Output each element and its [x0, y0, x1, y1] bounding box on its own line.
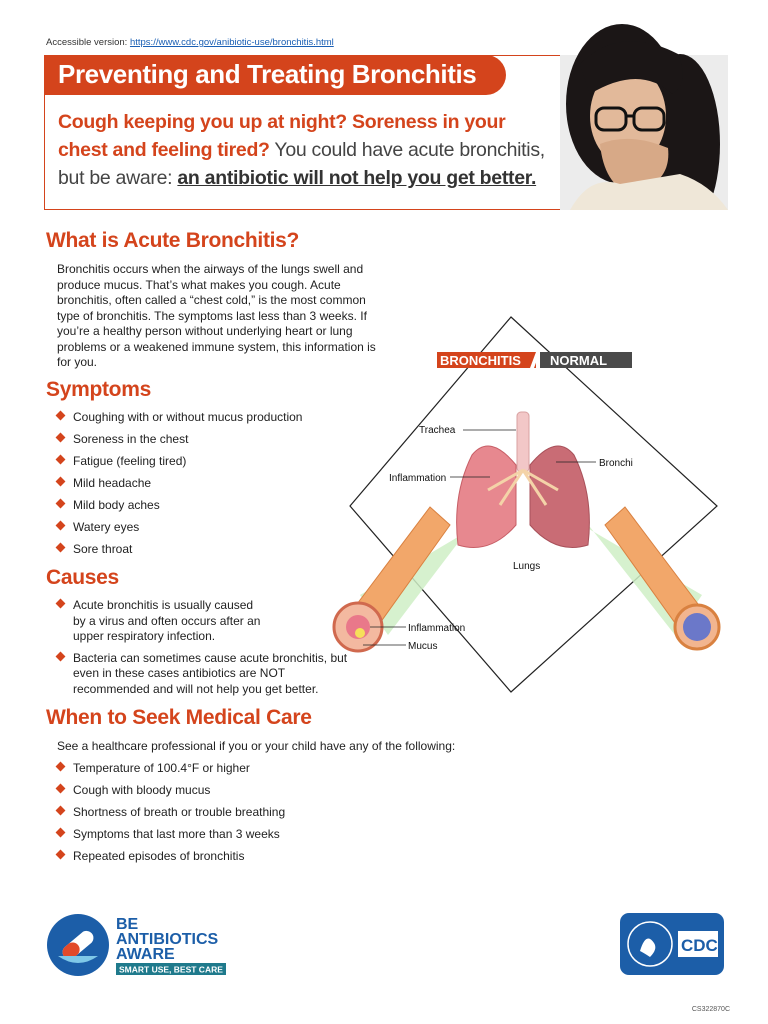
- what-is-heading: What is Acute Bronchitis?: [46, 229, 300, 252]
- seek-care-heading: When to Seek Medical Care: [46, 706, 312, 729]
- intro-text: [58, 108, 558, 192]
- seek-care-section: [46, 706, 506, 864]
- list-item: Acute bronchitis is usually caused by a virus and often occurs after an upper respiratory infection.: [55, 598, 263, 645]
- diamond-bullet-icon: [56, 849, 66, 859]
- list-item: Temperature of 100.4°F or higher: [55, 761, 506, 777]
- diamond-bullet-icon: [56, 455, 66, 465]
- causes-list: [55, 598, 346, 697]
- symptoms-list: [55, 410, 346, 558]
- logo-line-1: BE: [116, 916, 139, 933]
- diamond-bullet-icon: [56, 543, 66, 553]
- lung-diagram: [330, 315, 730, 695]
- diamond-bullet-icon: [56, 499, 66, 509]
- intro-warning: You could have acute bronchitis, but be aware:: [58, 139, 545, 189]
- logo-tagline: SMART USE, BEST CARE: [119, 964, 223, 975]
- trachea-shape: [517, 412, 529, 472]
- document-code: CS322870C: [691, 1006, 730, 1013]
- label-bronchi: Bronchi: [599, 458, 633, 469]
- label-mucus: Mucus: [408, 641, 438, 652]
- coughing-woman-photo: [560, 24, 728, 210]
- diamond-bullet-icon: [56, 805, 66, 815]
- causes-section: [46, 566, 346, 697]
- list-item: Watery eyes: [55, 520, 346, 536]
- be-antibiotics-aware-logo: [46, 912, 236, 982]
- diamond-bullet-icon: [56, 651, 66, 661]
- diamond-bullet-icon: [56, 827, 66, 837]
- intro-underlined: an antibiotic will not help you get better.: [177, 167, 537, 189]
- diamond-bullet-icon: [56, 411, 66, 421]
- symptoms-section: [46, 378, 346, 558]
- intro-question: Cough keeping you up at night? Soreness in your chest and feeling tired?: [58, 111, 506, 161]
- accessible-label: Accessible version:: [46, 37, 128, 48]
- list-item: Bacteria can sometimes cause acute bronchitis, but even in these cases antibiotics are NOT recommended and will not help you get better.: [55, 651, 349, 698]
- list-item: Symptoms that last more than 3 weeks: [55, 827, 506, 843]
- accessible-version-line: [46, 37, 334, 48]
- what-is-text: Bronchitis occurs when the airways of the lungs swell and produce mucus. That’s what makes you cough. Acute bronchitis, often called a “chest cold,” is the most common type of bronchitis. The symptoms last less than 3 weeks. If you’re a healthy person without underlying heart or lung problems or a weakened immune system, this information is for you.: [57, 262, 376, 369]
- page-title: Preventing and Treating Bronchitis: [58, 59, 477, 89]
- tab-normal: NORMAL: [550, 353, 608, 368]
- label-trachea: Trachea: [419, 425, 456, 436]
- diamond-bullet-icon: [56, 783, 66, 793]
- title-bar: [44, 55, 506, 95]
- list-item: Shortness of breath or trouble breathing: [55, 805, 506, 821]
- list-item: Fatigue (feeling tired): [55, 454, 346, 470]
- list-item: Cough with bloody mucus: [55, 783, 506, 799]
- label-lungs: Lungs: [513, 561, 541, 572]
- symptoms-heading: Symptoms: [46, 378, 151, 401]
- cdc-text: CDC: [681, 936, 718, 955]
- list-item: Soreness in the chest: [55, 432, 346, 448]
- causes-heading: Causes: [46, 566, 119, 589]
- list-item: Coughing with or without mucus production: [55, 410, 346, 426]
- diamond-bullet-icon: [56, 433, 66, 443]
- logo-line-3: AWARE: [116, 946, 175, 963]
- cdc-logo: [620, 913, 724, 975]
- accessible-link[interactable]: https://www.cdc.gov/anibiotic-use/bronchitis.html: [129, 37, 334, 48]
- diamond-bullet-icon: [56, 761, 66, 771]
- normal-airway: [605, 507, 719, 649]
- tab-bronchitis: BRONCHITIS: [440, 353, 521, 368]
- seek-care-intro: See a healthcare professional if you or your child have any of the following:: [57, 739, 456, 753]
- diamond-bullet-icon: [56, 521, 66, 531]
- list-item: Mild body aches: [55, 498, 346, 514]
- diamond-bullet-icon: [56, 599, 66, 609]
- list-item: Mild headache: [55, 476, 346, 492]
- label-inflammation-bottom: Inflammation: [408, 623, 466, 634]
- label-inflammation-top: Inflammation: [389, 473, 447, 484]
- seek-care-list: [55, 761, 506, 865]
- list-item: Repeated episodes of bronchitis: [55, 849, 506, 865]
- list-item: Sore throat: [55, 542, 346, 558]
- logo-line-2: ANTIBIOTICS: [116, 931, 219, 948]
- diamond-bullet-icon: [56, 477, 66, 487]
